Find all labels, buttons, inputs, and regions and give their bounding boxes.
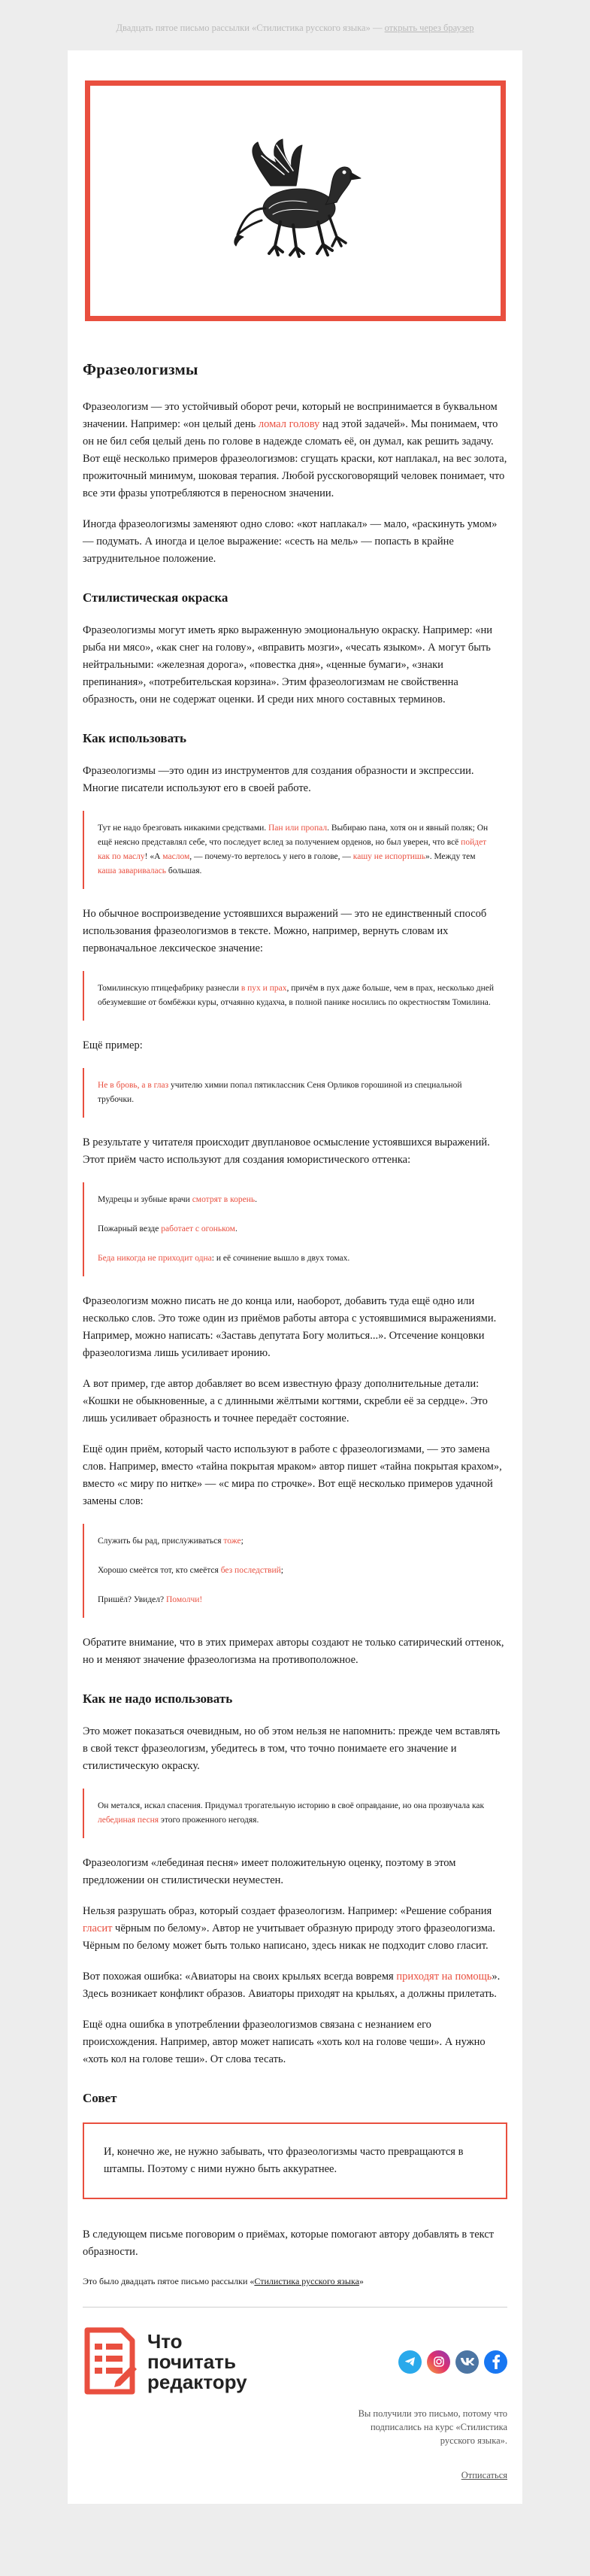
course-link[interactable]: Стилистика русского языка [254, 2276, 359, 2286]
quote-block: Он метался, искал спасения. Придумал трогательную историю в своё оправдание, но она прозвучала как лебединая песня этого проженного негодяя. [83, 1789, 507, 1838]
section-title: Как использовать [83, 731, 186, 745]
footer [83, 2327, 507, 2396]
document-list-icon [83, 2327, 137, 2396]
quote-block: Мудрецы и зубные врачи смотрят в корень. Пожарный везде работает с огоньком. Беда никогда не приходит одна: и её сочинение вышло в двух томах. [83, 1182, 507, 1276]
hero-image [85, 80, 506, 321]
paragraph: А вот пример, где автор добавляет во всем известную фразу дополнительные детали: «Кошки не обыкновенные, а с длинными жёлтыми когтями, скребли её за сердце». Это лишь усиливает образность и точнее передаёт состояние. [83, 1378, 488, 1425]
brand-name: Что почитать редактору [147, 2329, 247, 2393]
paragraph: Вот похожая ошибка: «Авиаторы на своих крыльях всегда вовремя приходят на помощь». Здесь возникает конфликт образов. Авиаторы приходят на крыльях, а должны прилетать. [83, 1971, 501, 2000]
brand-logo[interactable] [83, 2327, 247, 2396]
article-title: Фразеологизмы [83, 360, 198, 378]
paragraph: Фразеологизм «лебединая песня» имеет положительную оценку, поэтому в этом предложении он стилистически неуместен. [83, 1857, 456, 1886]
griffin-illustration [224, 133, 367, 269]
paragraph: В следующем письме поговорим о приёмах, которые помогают автору добавлять в текст образности. [83, 2229, 495, 2258]
paragraph: Обратите внимание, что в этих примерах авторы создают не только сатирический оттенок, но и меняют значение фразеологизма на противоположное. [83, 1637, 504, 1666]
paragraph: Иногда фразеологизмы заменяют одно слово: «кот наплакал» — мало, «раскинуть умом» — подумать. А иногда и целое выражение: «сесть на мель» — попасть в крайне затруднительное положение. [83, 518, 498, 565]
preheader-text: Двадцать пятое письмо рассылки «Стилистика русского языка» — [116, 23, 385, 33]
unsubscribe [83, 2470, 507, 2481]
instagram-icon[interactable] [427, 2350, 450, 2374]
paragraph: Это может показаться очевидным, но об этом нельзя не напомнить: прежде чем вставлять в свой текст фразеологизм, убедитесь в том, что точно понимаете его значение и стилистическую окраску. [83, 1725, 501, 1772]
vk-icon[interactable] [455, 2350, 479, 2374]
telegram-icon[interactable] [398, 2350, 422, 2374]
advice-text: И, конечно же, не нужно забывать, что фразеологизмы часто превращаются в штампы. Поэтому с ними нужно быть аккуратнее. [104, 2146, 464, 2175]
section-title: Стилистическая окраска [83, 590, 228, 605]
social-links [398, 2350, 507, 2374]
paragraph: Но обычное воспроизведение устоявшихся выражений — это не единственный способ использования фразеологизмов в тексте. Можно, например, вернуть словам их первоначальное лексическое значение: [83, 908, 487, 954]
quote-block: Томилинскую птицефабрику разнесли в пух и прах, причём в пух даже больше, чем в прах, несколько дней обезумевшие от бомбёжки куры, отчаянно кудахча, в полной панике носились по окрестностям Томилина. [83, 971, 507, 1021]
facebook-icon[interactable] [484, 2350, 507, 2374]
section-title: Совет [83, 2091, 117, 2105]
advice-box [83, 2122, 507, 2199]
quote-block: Тут не надо брезговать никакими средствами. Пан или пропал. Выбираю пана, хотя он и явный поляк; Он ещё неясно представлял себе, что последует вслед за получением орденов, но был уверен, что всё пойдет как по маслу! «А маслом, — почему-то вертелось у него в голове, — кашу не испортишь». Между тем каша заваривалась большая. [83, 811, 507, 889]
quote-block: Служить бы рад, прислуживаться тоже; Хорошо смеётся тот, кто смеётся без последствий; Пришёл? Увидел? Помолчи! [83, 1524, 507, 1618]
quote-block: Не в бровь, а в глаз учителю химии попал пятиклассник Сеня Орликов горошиной из специальной трубочки. [83, 1068, 507, 1118]
paragraph: Ещё пример: [83, 1039, 143, 1051]
paragraph: Ещё один приём, который часто используют в работе с фразеологизмами, — это замена слов. Например, вместо «тайна покрытая мраком» автор пишет «тайна покрытая крахом», вместо «с миру по нитке» — «с мира по строчке». Вот ещё несколько примеров удачной замены слов: [83, 1443, 502, 1507]
paragraph: Фразеологизмы —это один из инструментов для создания образности и экспрессии. Многие писатели используют его в своей работе. [83, 765, 474, 794]
open-in-browser-link[interactable]: открыть через браузер [384, 23, 474, 33]
paragraph: Фразеологизм — это устойчивый оборот речи, который не воспринимается в буквальном значении. Например: «он целый день ломал голову над этой задачей». Мы понимаем, что он не бил себя целый день по голове в надежде сломать её, он думал, как решить задачу. Вот ещё несколько примеров фразеологизмов: сгущать краски, кот наплакал, на вес золота, прожиточный минимум, шоковая терапия. Любой русскоговорящий человек понимает, что все эти фразы употребляются в переносном значении. [83, 401, 507, 499]
paragraph: В результате у читателя происходит двуплановое осмысление устоявшихся выражений. Этот приём часто используют для создания юмористического оттенка: [83, 1136, 490, 1166]
unsubscribe-link[interactable]: Отписаться [461, 2470, 507, 2480]
subscription-note: Вы получили это письмо, потому что подписались на курс «Стилистика русского языка». [358, 2408, 507, 2446]
section-title: Как не надо использовать [83, 1692, 233, 1706]
paragraph: Ещё одна ошибка в употреблении фразеологизмов связана с незнанием его происхождения. Например, автор может написать «хоть кол на голове чеши». А нужно «хоть кол на голове теши». От слова тесать. [83, 2019, 486, 2065]
paragraph: Фразеологизмы могут иметь ярко выраженную эмоциональную окраску. Например: «ни рыба ни мясо», «как снег на голову», «вправить мозги», «чесать языком». А могут быть нейтральными: «железная дорога», «повестка дня», «ценные бумаги», «знаки препинания», «потребительская корзина». Этим фразеологизмам не свойственна образность, они не содержат оценки. И среди них много составных терминов. [83, 624, 493, 705]
email-card [68, 50, 522, 2504]
series-note: Это было двадцать пятое письмо рассылки «Стилистика русского языка» [83, 2276, 364, 2286]
paragraph: Фразеологизм можно писать не до конца или, наоборот, добавить туда ещё одно или несколько слов. Это тоже один из приёмов работы автора с устоявшимися выражениями. Например, можно написать: «Заставь депутата Богу молиться...». Отсечение концовки фразеологизма лишь усиливает иронию. [83, 1295, 497, 1359]
preheader [75, 0, 515, 50]
paragraph: Нельзя разрушать образ, который создает фразеологизм. Например: «Решение собрания гласит чёрным по белому». Автор не учитывает образную природу этого фразеологизма. Чёрным по белому может быть только написано, здесь никак не подходит слово гласит. [83, 1905, 495, 1952]
